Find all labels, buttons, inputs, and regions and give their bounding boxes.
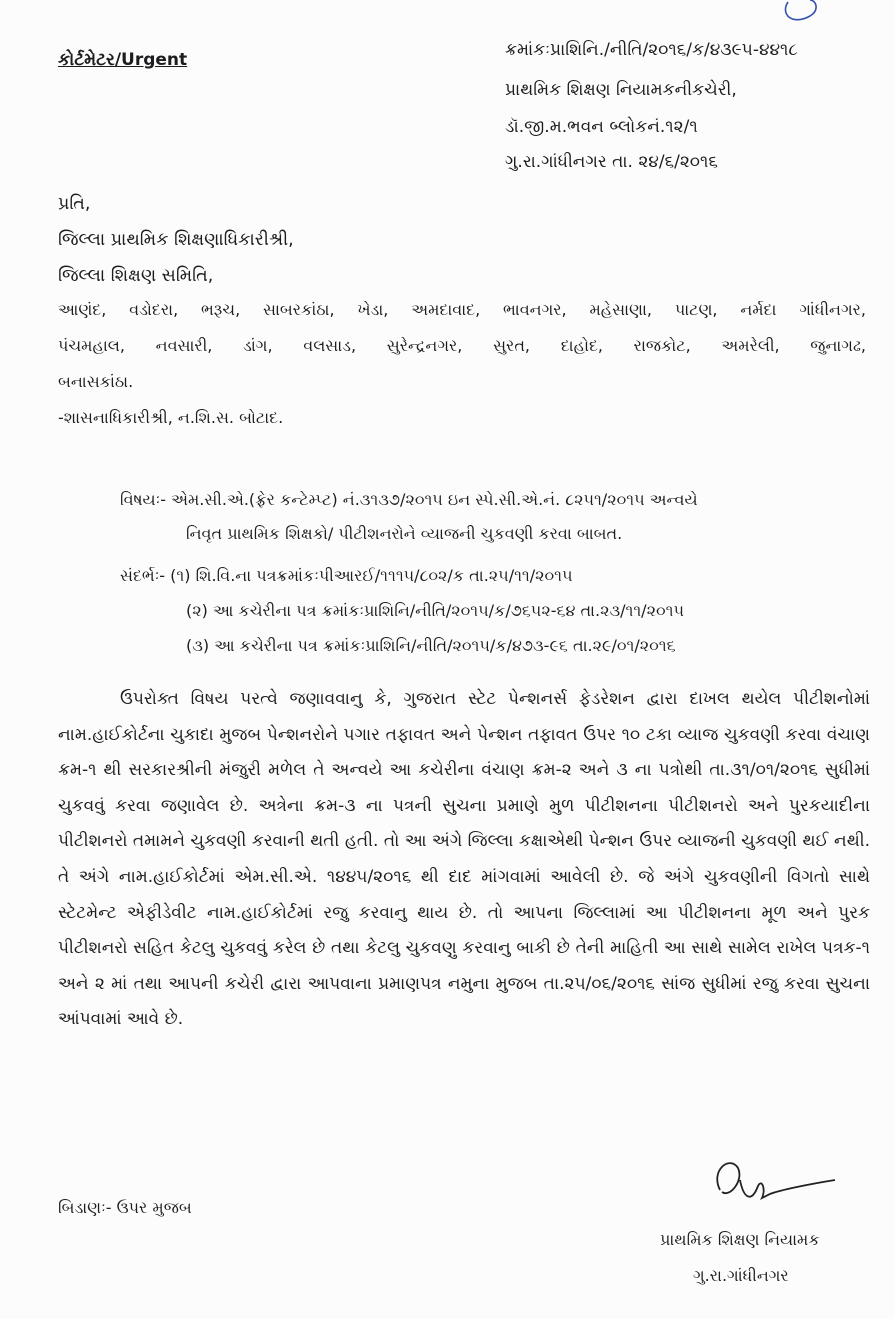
reference-number: ક્રમાંકઃપ્રાશિનિ./નીતિ/૨૦૧૬/ક/૪૩૯૫-૪૪૧૮ [505, 40, 798, 60]
body-paragraph: ઉપરોક્ત વિષય પરત્વે જણાવવાનુ કે, ગુજરાત સ્ટેટ પેન્શનર્સ ફેડરેશન દ્વારા દાખલ થયેલ પીટીશનોમાં નામ.હાઈકોર્ટના ચુકાદા મુજબ પેન્શનરોને પગાર તફાવત અને પેન્શન તફાવત ઉપર ૧૦ ટકા વ્યાજ ચુકવણી કરવા વંચાણ ક્રમ-૧ થી સરકારશ્રીની મંજુરી મળેલ તે અન્વયે આ કચેરીના વંચાણ ક્રમ-૨ અને ૩ ના પત્રોથી તા.૩૧/૦૧/૨૦૧૬ સુધીમાં ચુકવવું કરવા જણાવેલ છે. અત્રેના ક્રમ-૩ ના પત્રની સુચના પ્રમાણે મુળ પીટીશનના પીટીશનરો અને પુરકયાદીના પીટીશનરો તમામને ચુકવણી કરવાની થતી હતી. તો આ અંગે જિલ્લા કક્ષાએથી પેન્શન ઉપર વ્યાજની ચુકવણી થઈ નથી. તે અંગે નામ.હાઈકોર્ટમાં એમ.સી.એ. ૧૪૪૫/૨૦૧૬ થી દાદ માંગવામાં આવેલી છે. જે અંગે ચુકવણીની વિગતો સાથે સ્ટેટમેન્ટ એફીડેવીટ નામ.હાઈકોર્ટમાં રજુ કરવાનુ થાય છે. તો આપના જિલ્લામાં આ પીટીશનના મૂળ અને પુરક પીટીશનરો સહિત કેટલુ ચુકવવું કરેલ છે તથા કેટલુ ચુકવણુ કરવાનુ બાકી છે તેની માહિતી આ સાથે સામેલ રાખેલ પત્રક-૧ અને ૨ માં તથા આપની કચેરી દ્વારા આપવાના પ્રમાણપત્ર નમુના મુજબ તા.૨૫/૦૬/૨૦૧૬ સાંજ સુધીમાં રજુ કરવા સુચના આંપવામાં આવે છે. [58, 689, 870, 1030]
subject-line-1: વિષયઃ- એમ.સી.એ.(ફ્રેર કન્ટેમ્પ્ટ) નં.૩૧૩૭/૨૦૧૫ ઇન સ્પે.સી.એ.નં. ૮૨૫૧/૨૦૧૫ અન્વયે [120, 490, 698, 509]
corner-pen-mark [770, 0, 830, 30]
recipient-line-1: જિલ્લા પ્રાથમિક શિક્ષણાધિકારીશ્રી, [58, 230, 294, 250]
district-list-line-2: પંચમહાલ, નવસારી, ડાંગ, વલસાડ, સુરેન્દ્રનગર, સુરત, દાહોદ, રાજકોટ, અમરેલી, જુનાગઢ, [58, 336, 866, 355]
subject-line-2: નિવૃત પ્રાથમિક શિક્ષકો/ પીટીશનરોને વ્યાજની ચુકવણી કરવા બાબત. [186, 524, 623, 543]
reference-3: (૩) આ કચેરીના પત્ર ક્રમાંકઃપ્રાશિનિ/નીતિ/૨૦૧૫/ક/૪૭૩-૯૬ તા.૨૯/૦૧/૨૦૧૬ [186, 636, 676, 655]
reference-1: સંદર્ભઃ- (૧) શિ.વિ.ના પત્રક્રમાંકઃપીઆરઈ/૧૧૧૫/૮૦૨/ક તા.૨૫/૧૧/૨૦૧૫ [120, 566, 573, 585]
place-date: ગુ.રા.ગાંધીનગર તા. ૨૪/૬/૨૦૧૬ [505, 152, 718, 172]
urgent-label: કોર્ટમેટર/Urgent [58, 50, 188, 70]
recipient-line-2: જિલ્લા શિક્ષણ સમિતિ, [58, 266, 214, 286]
enclosure-note: બિડાણઃ- ઉપર મુજબ [58, 1198, 192, 1217]
salutation: પ્રતિ, [58, 194, 91, 214]
office-name: પ્રાથમિક શિક્ષણ નિયામકનીકચેરી, [505, 80, 737, 100]
recipient-line-3: -શાસનાધિકારીશ્રી, ન.શિ.સ. બોટાદ. [58, 408, 284, 427]
district-list-line-3: બનાસકાંઠા. [58, 372, 134, 391]
signatory-place: ગુ.રા.ગાંધીનગર [693, 1266, 789, 1285]
handwritten-signature [700, 1150, 840, 1220]
office-building: ડૉ.જી.મ.ભવન બ્લોકનં.૧૨/૧ [505, 117, 698, 137]
district-list-line-1: આણંદ, વડોદરા, ભરૂચ, સાબરકાંઠા, ખેડા, અમદાવાદ, ભાવનગર, મહેસાણા, પાટણ, નર્મદા ગાંધીનગર, [58, 300, 866, 319]
signatory-designation: પ્રાથમિક શિક્ષણ નિયામક [660, 1230, 820, 1249]
reference-2: (૨) આ કચેરીના પત્ર ક્રમાંકઃપ્રાશિનિ/નીતિ/૨૦૧૫/ક/૭૬૫૨-૬૪ તા.૨૩/૧૧/૨૦૧૫ [186, 601, 684, 620]
